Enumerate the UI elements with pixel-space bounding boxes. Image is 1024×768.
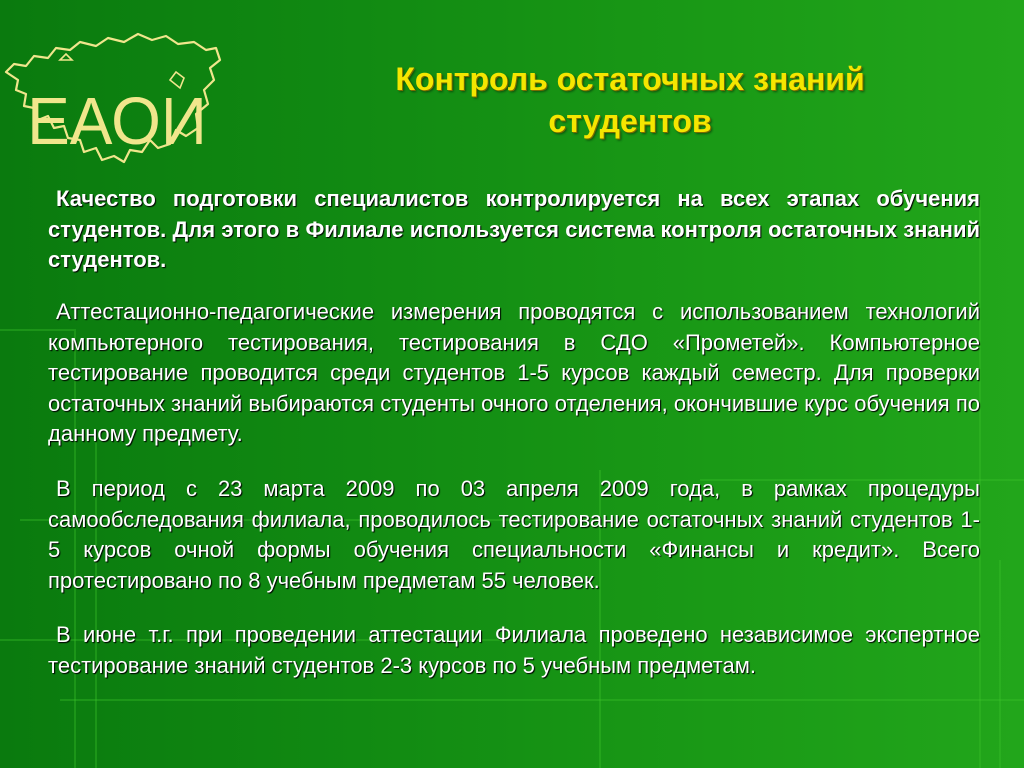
eurasia-logo xyxy=(0,20,225,170)
paragraph-self-assessment: В период с 23 марта 2009 по 03 апреля 2009 года, в рамках процедуры самообследования филиала, проводилось тестирование остаточных знаний студентов 1-5 курсов очной формы обучения специальности «Финансы и кредит». Всего протестировано по 8 учебным предметам 55 человек. xyxy=(48,476,980,593)
title-line-2: студентов xyxy=(548,103,712,139)
paragraph-quality: Качество подготовки специалистов контролируется на всех этапах обучения студентов. Для этого в Филиале используется система контроля остаточных знаний студентов. xyxy=(48,186,980,272)
paragraph-june-testing: В июне т.г. при проведении аттестации Филиала проведено независимое экспертное тестирование знаний студентов 2-3 курсов по 5 учебным предметам. xyxy=(48,622,980,678)
paragraph-attestation: Аттестационно-педагогические измерения проводятся с использованием технологий компьютерного тестирования, тестирования в СДО «Прометей». Компьютерное тестирование проводится среди студентов 1-5 курсов каждый семестр. Для проверки остаточных знаний выбираются студенты очного отделения, окончившие курс обучения по данному предмету. xyxy=(48,299,980,446)
slide-title xyxy=(300,58,960,142)
logo-text: ЕАОИ xyxy=(27,83,207,159)
title-line-1: Контроль остаточных знаний xyxy=(395,61,865,97)
